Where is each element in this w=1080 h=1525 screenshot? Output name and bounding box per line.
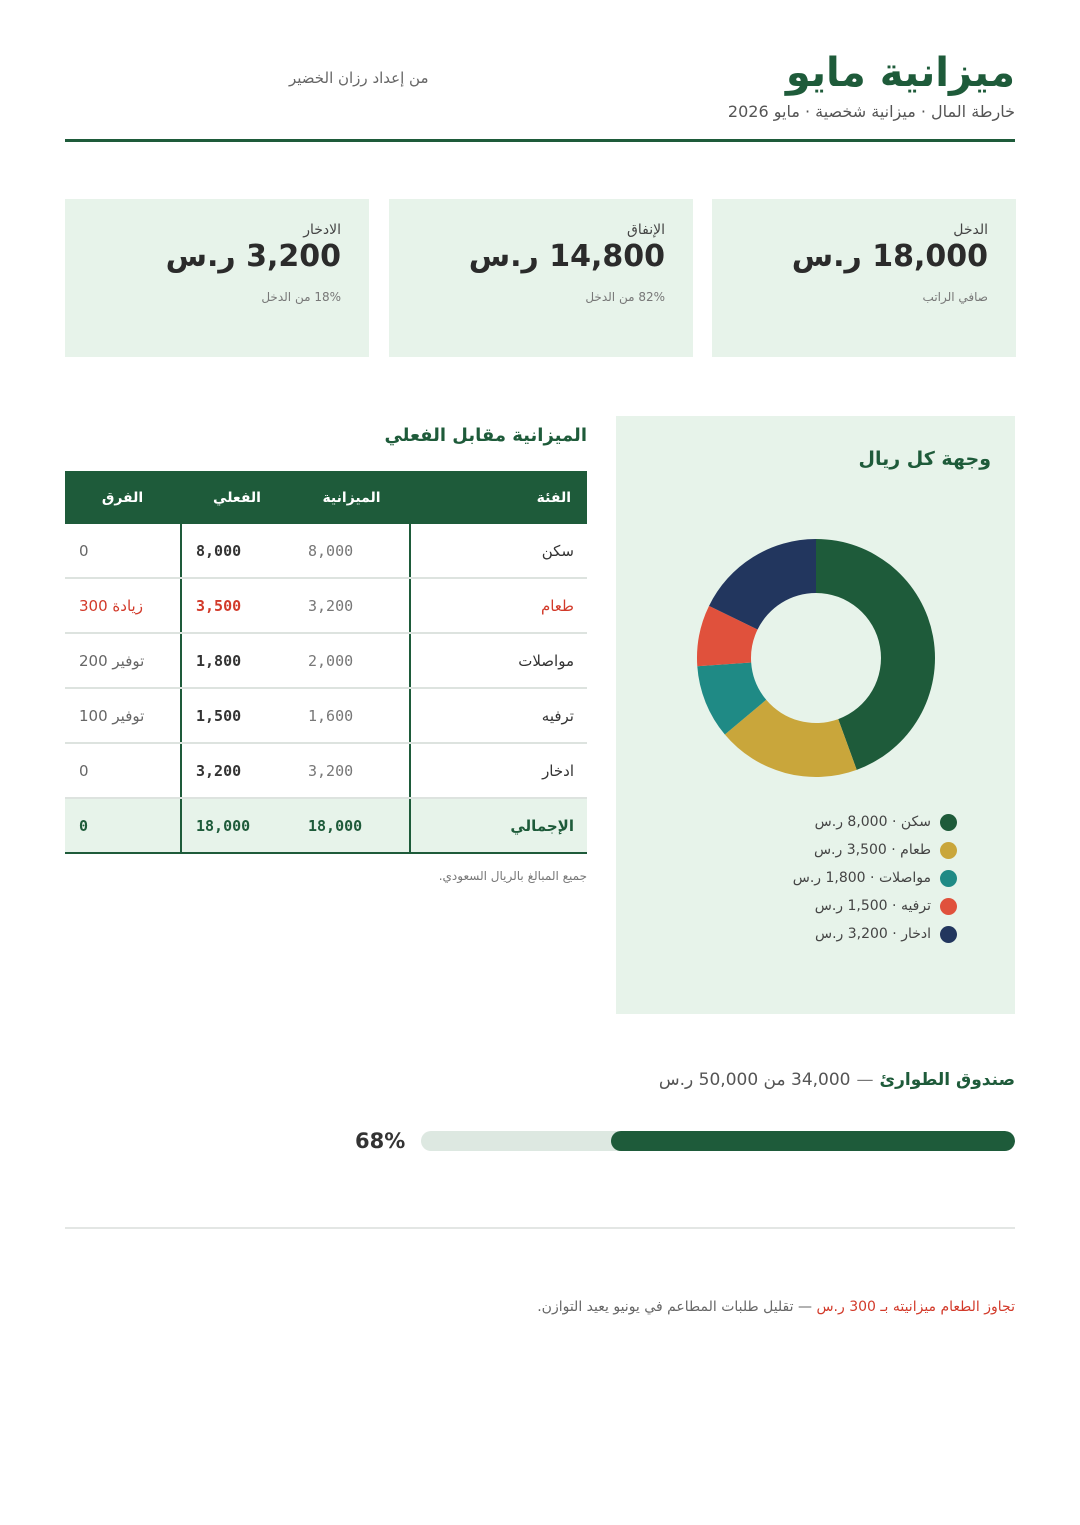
table-title: الميزانية مقابل الفعلي [384, 425, 587, 446]
legend-label: مواصلات · 1,800 ر.س [792, 870, 931, 886]
legend-swatch [940, 898, 957, 915]
page-title: ميزانية مايو [785, 50, 1015, 96]
kpi-spending-card [389, 199, 693, 357]
legend-label: ترفيه · 1,500 ر.س [814, 898, 931, 914]
row-category: مواصلات [409, 634, 587, 687]
legend-swatch [940, 926, 957, 943]
legend-swatch [940, 842, 957, 859]
legend-label: ادخار · 3,200 ر.س [814, 926, 931, 942]
row-diff: زيادة 300 [79, 596, 143, 615]
total-budget: 18,000 [308, 816, 363, 835]
kpi-value: 3,200 ر.س [165, 239, 341, 274]
row-diff: 0 [79, 761, 89, 780]
row-actual: 1,500 [180, 689, 294, 742]
donut-legend [793, 808, 957, 948]
divider [65, 1227, 1015, 1229]
kpi-label: الإنفاق [627, 222, 665, 238]
table-body [65, 524, 587, 799]
fund-progress-track [421, 1131, 1015, 1151]
total-category: الإجمالي [409, 799, 587, 852]
row-category: ادخار [409, 744, 587, 797]
total-actual: 18,000 [180, 799, 294, 852]
table-total-row [65, 799, 587, 854]
table-row [65, 634, 587, 689]
legend-label: طعام · 3,500 ر.س [813, 842, 931, 858]
row-category: طعام [409, 579, 587, 632]
kpi-note: 82% من الدخل [585, 290, 665, 304]
legend-swatch [940, 814, 957, 831]
row-category: سكن [409, 524, 587, 577]
row-actual: 3,200 [180, 744, 294, 797]
kpi-note: 18% من الدخل [261, 290, 341, 304]
footnote-alert: تجاوز الطعام ميزانيته بـ 300 ر.س [816, 1299, 1015, 1315]
header-category: الفئة [536, 489, 571, 506]
kpi-label: الدخل [953, 222, 988, 238]
row-actual: 1,800 [180, 634, 294, 687]
kpi-value: 14,800 ر.س [468, 239, 665, 274]
spending-donut-card [616, 416, 1015, 1014]
header-budget: الميزانية [322, 489, 381, 506]
header-actual: الفعلي [213, 489, 261, 506]
table-row [65, 744, 587, 799]
footnote [537, 1299, 1015, 1315]
legend-item [793, 920, 957, 948]
table-row [65, 689, 587, 744]
fund-progress-fill [611, 1131, 1015, 1151]
header-diff: الفرق [101, 489, 144, 506]
fund-percent: 68% [355, 1129, 406, 1153]
legend-swatch [940, 870, 957, 887]
legend-label: سكن · 8,000 ر.س [814, 814, 931, 830]
fund-amount: 34,000 من 50,000 ر.س [658, 1070, 851, 1090]
row-budget: 2,000 [308, 651, 354, 670]
row-diff: توفير 100 [79, 706, 145, 725]
table-row [65, 524, 587, 579]
legend-item [793, 836, 957, 864]
row-budget: 3,200 [308, 761, 354, 780]
footnote-text: — تقليل طلبات المطاعم في يونيو يعيد التوازن. [537, 1299, 812, 1315]
budget-table [65, 471, 587, 854]
total-diff: 0 [79, 816, 89, 835]
kpi-value: 18,000 ر.س [791, 239, 988, 274]
legend-item [793, 864, 957, 892]
row-actual: 3,500 [180, 579, 294, 632]
donut-title: وجهة كل ريال [858, 448, 991, 470]
table-header-row [65, 471, 587, 524]
table-row [65, 579, 587, 634]
fund-label: صندوق الطوارئ [879, 1070, 1015, 1090]
emergency-fund-title: صندوق الطوارئ—34,000 من 50,000 ر.س [658, 1070, 1015, 1090]
legend-item [793, 808, 957, 836]
donut-chart [696, 538, 936, 778]
row-budget: 8,000 [308, 541, 354, 560]
legend-item [793, 892, 957, 920]
kpi-savings-card [65, 199, 369, 357]
row-budget: 3,200 [308, 596, 354, 615]
kpi-label: الادخار [303, 222, 341, 238]
page-subtitle: خارطة المال · ميزانية شخصية · مايو 2026 [727, 102, 1015, 121]
table-note: جميع المبالغ بالريال السعودي. [438, 869, 587, 883]
row-budget: 1,600 [308, 706, 354, 725]
row-actual: 8,000 [180, 524, 294, 577]
row-diff: 0 [79, 541, 89, 560]
kpi-income-card [712, 199, 1016, 357]
kpi-note: صافي الراتب [922, 290, 988, 304]
row-diff: توفير 200 [79, 651, 145, 670]
author-credit: من إعداد رزان الخضير [289, 69, 429, 87]
header [65, 48, 1015, 142]
row-category: ترفيه [409, 689, 587, 742]
